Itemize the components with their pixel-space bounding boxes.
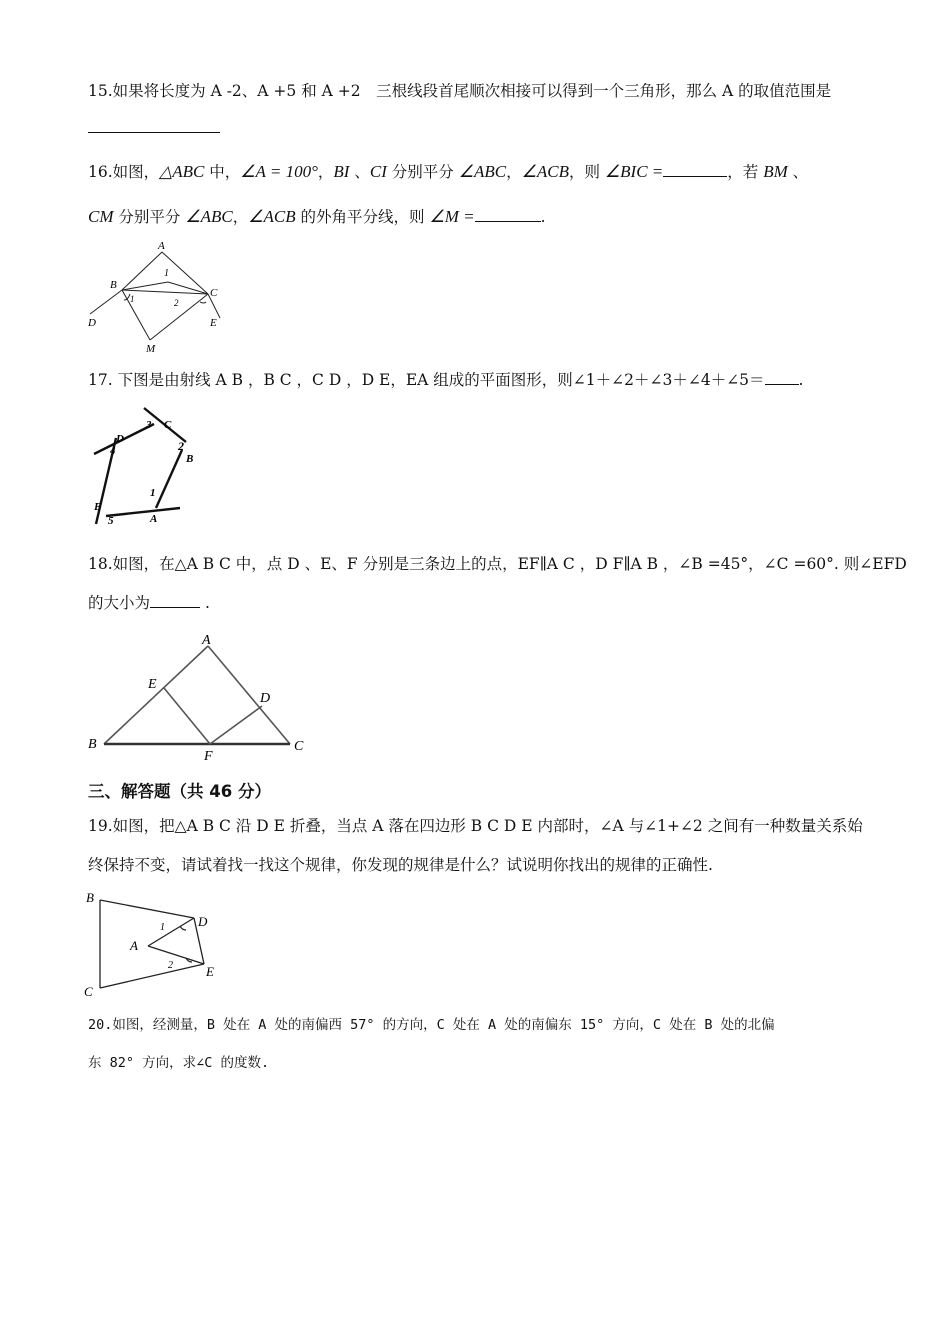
q18-label-b: B [88, 737, 97, 752]
q19-label-a: A [130, 938, 138, 953]
q16-text: 、 [349, 163, 370, 181]
q16-text: 16.如图， [88, 163, 160, 181]
q17-label-2: 2 [178, 439, 184, 453]
q16-text: 分别平分 [113, 208, 186, 226]
q17-label-3: 3 [146, 419, 152, 431]
q18-text: 18.如图，在△A B C 中，点 D 、E、F 分别是三条边上的点，EF∥A C ，D F∥A B ，∠B =45°，∠C =60°. 则∠EFD [88, 555, 907, 573]
q16-bm: BM [763, 162, 788, 181]
section-heading: 三、解答题（共 46 分） [88, 782, 271, 801]
q17-label-a: A [150, 513, 158, 525]
q17-line [88, 368, 803, 391]
q19-label-e: E [206, 964, 214, 979]
q16-blank-m [475, 205, 541, 222]
q16-label-a: A [158, 240, 165, 252]
q18-blank [150, 591, 200, 608]
q16-angle-a: ∠A = 100° [240, 162, 318, 181]
q17-label-1: 1 [150, 487, 156, 499]
q16-angle-acb: ∠ACB [248, 207, 296, 226]
q16-text: ，则 [568, 163, 605, 181]
q16-label-d: D [88, 317, 96, 329]
q17-text-end: . [798, 371, 804, 389]
q18-line2 [88, 591, 210, 614]
q16-text: ， [232, 208, 249, 226]
q16-triangle: △ABC [159, 162, 205, 181]
q17-text: 17. 下图是由射线 A B ，B C ，C D ，D E，EA 组成的平面图形，则∠1＋∠2＋∠3＋∠4＋∠5＝ [88, 371, 765, 389]
q19-figure [82, 888, 232, 1000]
q19-label-1: 1 [160, 922, 165, 933]
q16-label-2: 2 [174, 298, 179, 308]
q16-text: 中， [204, 163, 241, 181]
q18-label-a: A [202, 633, 211, 648]
q16-angle-abc: ∠ABC [185, 207, 233, 226]
q16-bi: BI [333, 162, 350, 181]
q16-cm: CM [88, 207, 114, 226]
q16-text: . [540, 208, 546, 226]
q15-answer-blank [88, 116, 220, 133]
q16-text: 、 [787, 163, 809, 181]
q17-figure [86, 404, 196, 532]
q16-line2 [88, 205, 546, 228]
q19-label-b: B [86, 890, 94, 905]
q19-label-d: D [198, 914, 208, 929]
q19-line1: 19.如图，把△A B C 沿 D E 折叠，当点 A 落在四边形 B C D E 内部时，∠A 与∠1+∠2 之间有一种数量关系始 [88, 817, 863, 835]
q18-label-f: F [204, 749, 213, 764]
q16-label-b: B [110, 279, 117, 291]
q16-angle-abc: ∠ABC [458, 162, 507, 181]
q20-line2: 东 82° 方向，求∠C 的度数. [88, 1055, 270, 1071]
q15-text: 15.如果将长度为 A -2、A +5 和 A +2 三根线段首尾顺次相接可以得到一个三角形，那么 A 的取值范围是 [88, 82, 832, 100]
q16-text: ， [317, 163, 334, 181]
q16-angle-bic: ∠BIC = [604, 162, 664, 181]
q16-label-c: C [210, 287, 218, 299]
q16-text: 的外角平分线，则 [295, 208, 430, 226]
q17-blank [765, 368, 799, 385]
q19-label-c: C [84, 984, 93, 999]
q16-line1 [88, 160, 808, 183]
q19-line2: 终保持不变，请试着找一找这个规律，你发现的规律是什么？试说明你找出的规律的正确性. [88, 856, 713, 874]
q16-text: 分别平分 [386, 163, 459, 181]
q16-figure [84, 238, 234, 358]
q18-label-d: D [260, 691, 271, 706]
q17-label-e: E [94, 501, 102, 513]
q16-ci: CI [369, 162, 387, 181]
q16-text: ， [506, 163, 522, 181]
q16-angle-acb: ∠ACB [521, 162, 569, 181]
q19-label-2: 2 [168, 960, 173, 971]
q18-label-e: E [148, 677, 157, 692]
q17-label-c: C [164, 419, 172, 431]
q17-label-4: 4 [110, 445, 116, 457]
q18-text2: 的大小为 [88, 594, 151, 612]
q18-figure [84, 628, 314, 764]
q16-label-m: M [146, 343, 156, 355]
q18-label-c: C [294, 739, 304, 754]
q16-angle-m: ∠M = [429, 207, 475, 226]
q18-text-end: . [200, 594, 210, 612]
q16-blank-bic [663, 160, 727, 177]
q17-label-d: D [116, 433, 124, 445]
q17-label-b: B [186, 453, 194, 465]
q16-label-1-top: 1 [164, 268, 169, 279]
q16-text: ，若 [727, 163, 764, 181]
q16-label-e: E [210, 317, 217, 329]
q20-line1: 20.如图，经测量，B 处在 A 处的南偏西 57° 的方向，C 处在 A 处的南偏东 15° 方向，C 处在 B 处的北偏 [88, 1017, 775, 1033]
q17-label-5: 5 [108, 515, 114, 527]
q16-label-1: 1 [130, 294, 135, 304]
